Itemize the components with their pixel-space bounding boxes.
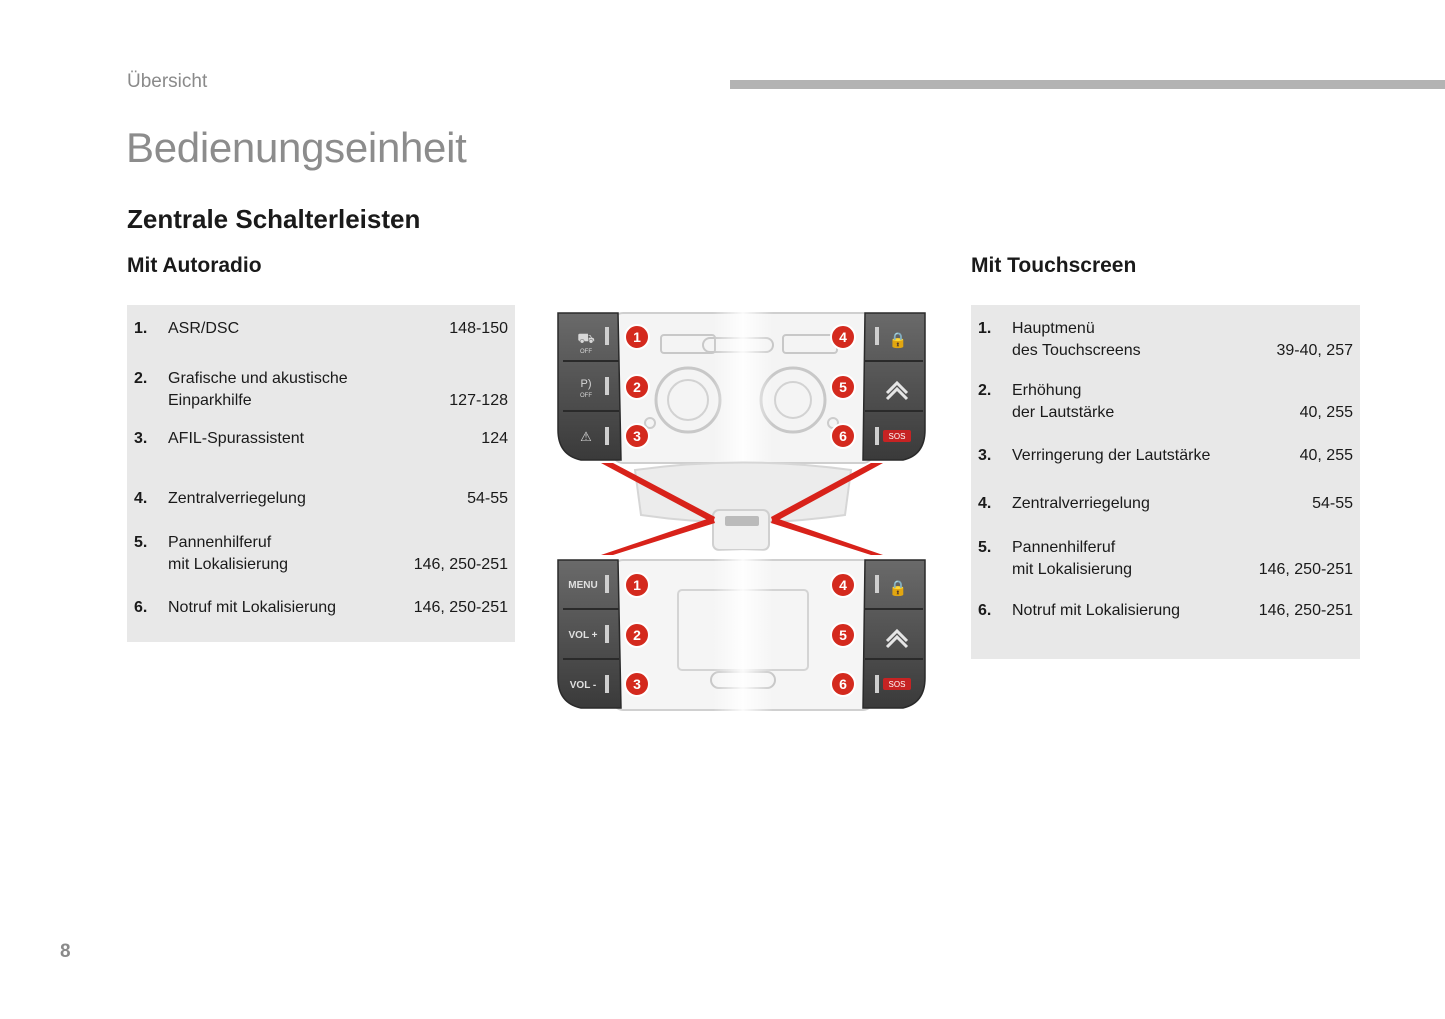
item-number: 5. (134, 534, 148, 551)
callout-5-upper (831, 375, 855, 399)
item-text: Pannenhilferuf mit Lokalisierung (1012, 539, 1133, 578)
svg-text:SOS: SOS (888, 680, 906, 689)
control-panel-diagram (553, 305, 933, 715)
item-text: Notruf mit Lokalisierung (168, 599, 337, 616)
item-number: 2. (978, 382, 992, 399)
svg-text:1: 1 (633, 577, 641, 593)
svg-text:2: 2 (633, 627, 641, 643)
left-button-strip-radio (558, 313, 621, 460)
svg-text:⚠: ⚠ (580, 430, 592, 445)
callout-6-lower (831, 672, 855, 696)
svg-text:5: 5 (839, 627, 847, 643)
item-pages: 127-128 (449, 392, 508, 409)
item-text: Verringerung der Lautstärke (1012, 447, 1211, 464)
header-rule (730, 80, 1445, 89)
callout-1-upper (625, 325, 649, 349)
left-heading: Mit Autoradio (127, 254, 262, 277)
item-number: 3. (978, 447, 992, 464)
svg-text:6: 6 (839, 428, 847, 444)
right-button-strip-touch (863, 560, 925, 708)
subtitle: Zentrale Schalterleisten (127, 204, 421, 234)
callout-4-upper (831, 325, 855, 349)
item-number: 4. (134, 490, 148, 507)
svg-text:5: 5 (839, 379, 847, 395)
svg-text:🔒: 🔒 (888, 579, 908, 597)
svg-text:3: 3 (633, 676, 641, 692)
item-text: Hauptmenü des Touchscreens (1012, 320, 1141, 359)
item-pages: 40, 255 (1299, 447, 1353, 464)
callout-3-lower (625, 672, 649, 696)
item-text: AFIL-Spurassistent (168, 430, 305, 447)
svg-text:3: 3 (633, 428, 641, 444)
svg-text:OFF: OFF (580, 349, 592, 355)
svg-text:4: 4 (839, 329, 847, 345)
item-number: 3. (134, 430, 148, 447)
item-number: 1. (978, 320, 992, 337)
item-pages: 54-55 (467, 490, 508, 507)
callout-6-upper (831, 424, 855, 448)
item-text: Notruf mit Lokalisierung (1012, 602, 1181, 619)
item-pages: 148-150 (449, 320, 508, 337)
item-text: Grafische und akustische Einparkhilfe (168, 370, 348, 409)
svg-text:⛟: ⛟ (577, 331, 595, 347)
svg-text:4: 4 (839, 577, 847, 593)
page-number: 8 (60, 941, 71, 962)
item-text: Erhöhung der Lautstärke (1012, 382, 1115, 421)
callout-2-lower (625, 623, 649, 647)
svg-text:SOS: SOS (888, 432, 906, 441)
autoradio-panel (127, 305, 515, 642)
callout-1-lower (625, 573, 649, 597)
svg-text:VOL +: VOL + (568, 630, 598, 641)
item-text: ASR/DSC (168, 320, 240, 337)
item-pages: 40, 255 (1299, 404, 1353, 421)
item-pages: 146, 250-251 (413, 599, 508, 616)
item-number: 2. (134, 370, 148, 387)
callout-4-lower (831, 573, 855, 597)
callout-5-lower (831, 623, 855, 647)
svg-text:1: 1 (633, 329, 641, 345)
section-label: Übersicht (127, 71, 208, 92)
item-text: Zentralverriegelung (168, 490, 306, 507)
svg-text:2: 2 (633, 379, 641, 395)
item-text: Pannenhilferuf mit Lokalisierung (168, 534, 289, 573)
touchscreen-panel (971, 305, 1360, 659)
item-text: Zentralverriegelung (1012, 495, 1150, 512)
item-number: 5. (978, 539, 992, 556)
item-number: 4. (978, 495, 992, 512)
item-pages: 146, 250-251 (1258, 561, 1353, 578)
right-heading: Mit Touchscreen (971, 254, 1137, 277)
callout-3-upper (625, 424, 649, 448)
item-number: 6. (134, 599, 148, 616)
item-pages: 39-40, 257 (1276, 342, 1353, 359)
callout-2-upper (625, 375, 649, 399)
item-pages: 124 (481, 430, 508, 447)
svg-text:VOL -: VOL - (569, 680, 597, 691)
item-pages: 146, 250-251 (1258, 602, 1353, 619)
item-number: 6. (978, 602, 992, 619)
svg-text:MENU: MENU (568, 580, 598, 591)
item-number: 1. (134, 320, 148, 337)
item-pages: 54-55 (1312, 495, 1353, 512)
svg-text:OFF: OFF (580, 393, 592, 399)
item-pages: 146, 250-251 (413, 556, 508, 573)
right-button-strip-radio (863, 313, 925, 460)
left-button-strip-touch (558, 560, 621, 708)
page-title: Bedienungseinheit (126, 124, 467, 171)
svg-text:P): P) (580, 378, 592, 390)
svg-text:6: 6 (839, 676, 847, 692)
svg-text:🔒: 🔒 (888, 331, 908, 349)
